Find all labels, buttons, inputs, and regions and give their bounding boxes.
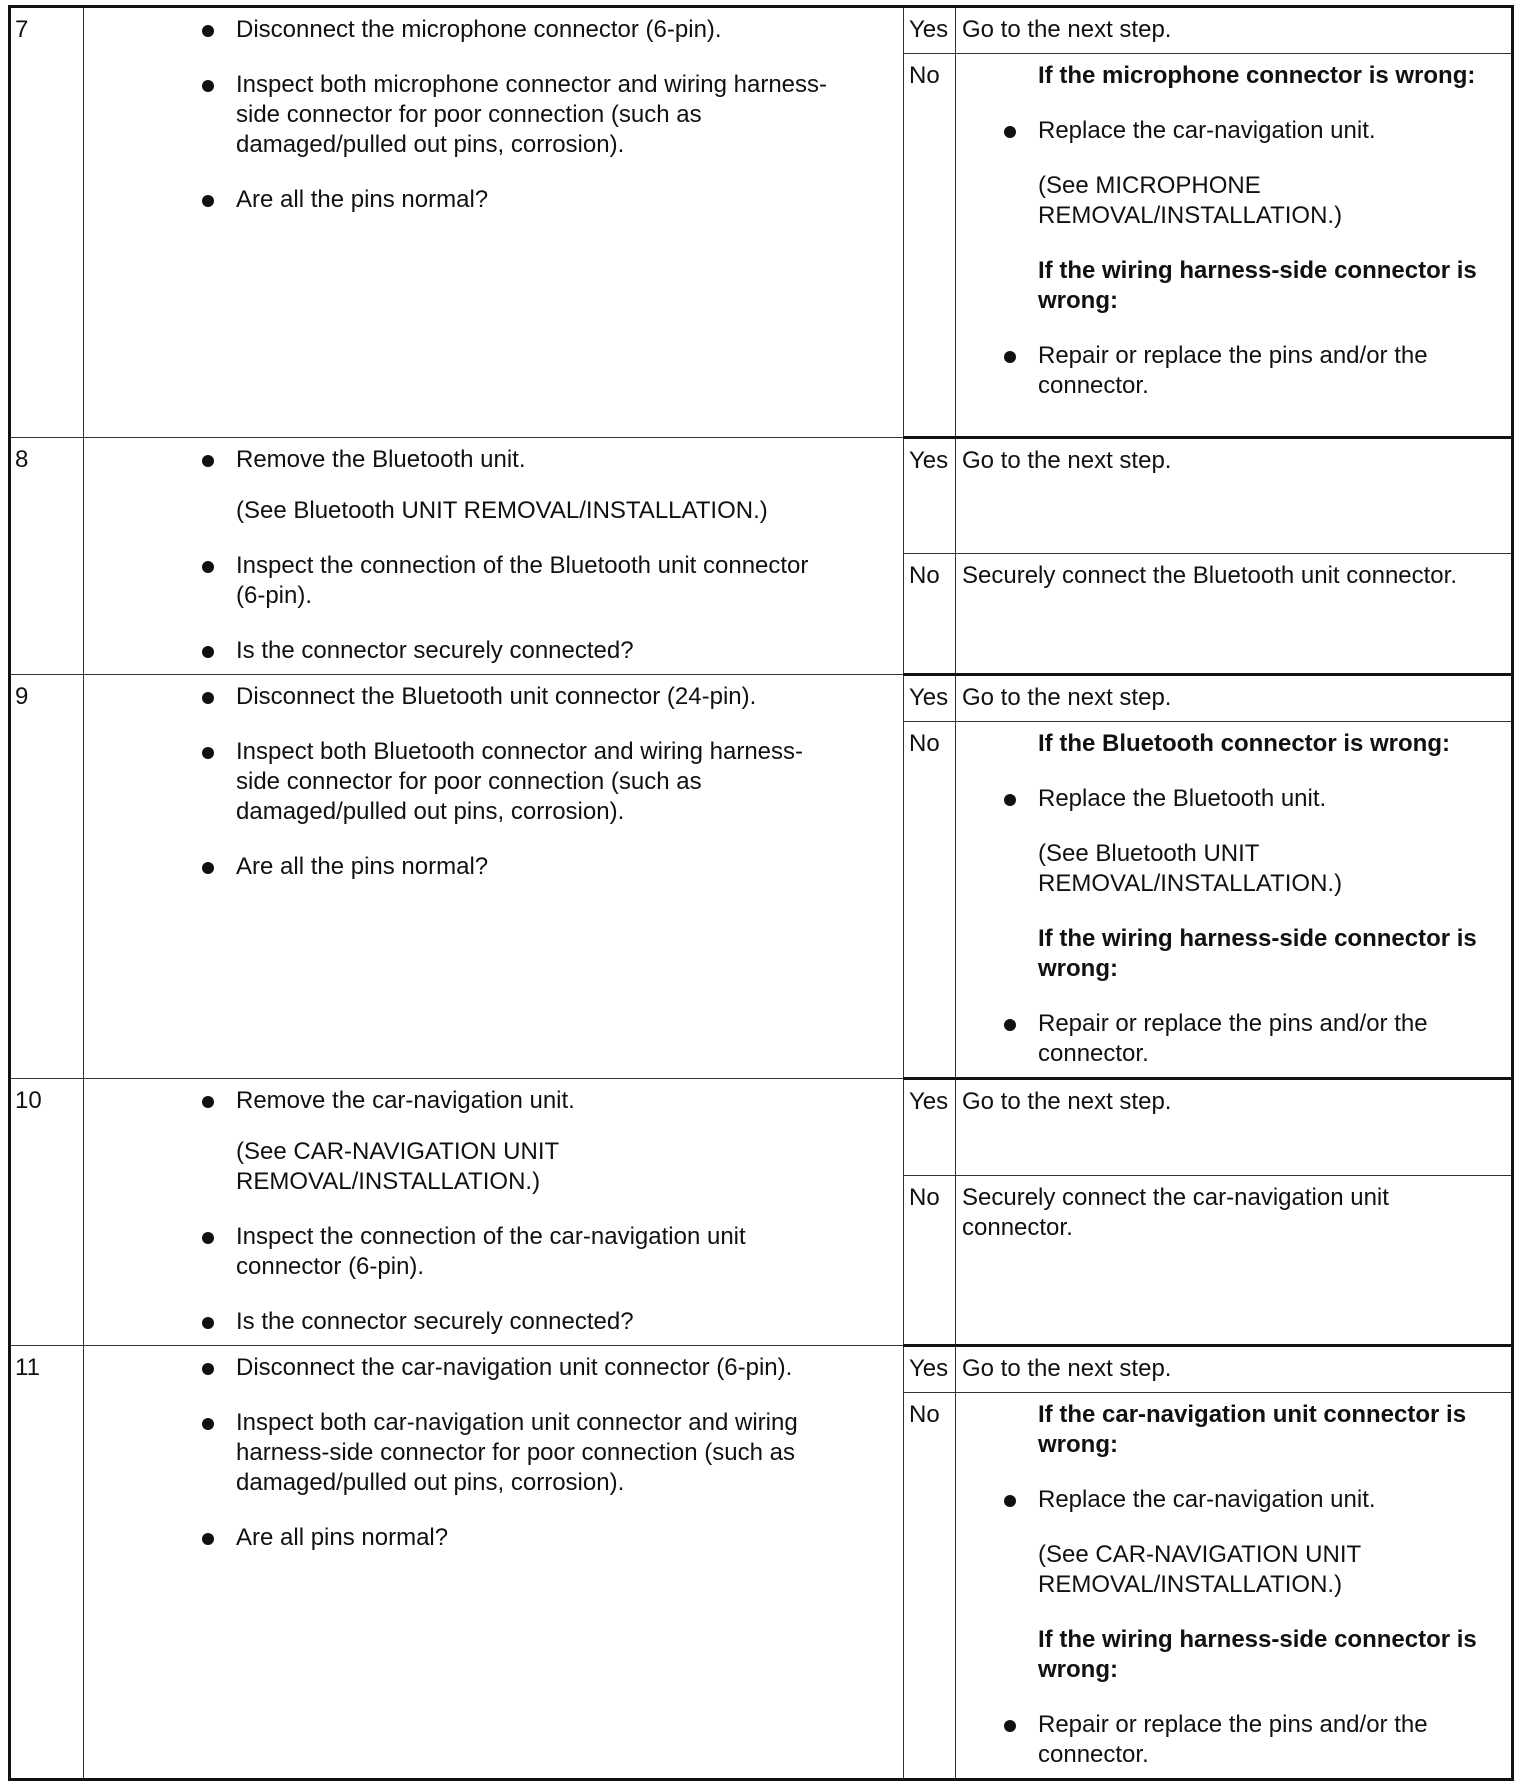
result-no-cell [904,1393,956,1780]
step-row-9-yes [10,675,1513,722]
action-item: Inspect both car-navigation unit connector and wiring harness-side connector for poor connection (such as damaged/pulled out pins, corrosion). [236,1408,843,1498]
outcome-no-block [956,54,1511,409]
action-item: Disconnect the car-navigation unit connector (6-pin). [236,1353,843,1383]
outcome-no-block [956,1393,1511,1778]
remedy-item: Replace the car-navigation unit. [1038,1485,1491,1515]
step-number: 10 [15,1087,42,1114]
result-yes-cell [904,438,956,554]
step-number: 11 [15,1354,40,1381]
action-item: Disconnect the microphone connector (6-pin). [236,15,843,45]
result-yes-cell [904,675,956,722]
outcome-yes-text: Go to the next step. [962,447,1172,474]
reference-note: (See MICROPHONE REMOVAL/INSTALLATION.) [1038,172,1343,229]
step-actions-cell [84,438,904,675]
result-no-cell [904,554,956,675]
outcome-no-cell [956,722,1513,1079]
result-no-label: No [909,1184,940,1212]
step-actions-cell [84,1346,904,1780]
reference-note: (See Bluetooth UNIT REMOVAL/INSTALLATION.) [236,497,768,524]
condition-heading: If the microphone connector is wrong: [1038,62,1476,89]
result-yes-cell [904,7,956,54]
condition-heading: If the Bluetooth connector is wrong: [1038,730,1450,757]
outcome-yes-cell [956,675,1513,722]
action-item: Are all the pins normal? [236,852,843,882]
result-yes-cell [904,1079,956,1176]
reference-note: (See CAR-NAVIGATION UNIT REMOVAL/INSTALLATION.) [236,1138,559,1195]
outcome-yes-text: Go to the next step. [962,1355,1172,1382]
outcome-yes-cell [956,7,1513,54]
action-item: Are all pins normal? [236,1523,843,1553]
action-item: Inspect the connection of the car-navigation unit connector (6-pin). [236,1222,843,1282]
action-item: Inspect the connection of the Bluetooth unit connector (6-pin). [236,551,843,611]
outcome-yes-cell [956,1079,1513,1176]
condition-heading: If the wiring harness-side connector is wrong: [1038,1626,1477,1683]
reference-note: (See Bluetooth UNIT REMOVAL/INSTALLATION.) [1038,840,1343,897]
outcome-no-cell [956,554,1513,675]
step-row-11-yes [10,1346,1513,1393]
outcome-no-text: Securely connect the car-navigation unit connector. [962,1184,1389,1242]
action-item: Remove the Bluetooth unit. [236,445,843,475]
action-list [84,675,903,890]
action-list [84,1346,903,1561]
step-number-cell [10,675,84,1079]
result-no-label: No [909,62,940,89]
step-number: 8 [15,446,29,473]
step-actions-cell [84,1079,904,1346]
step-number-cell [10,7,84,438]
outcome-no-text: Securely connect the Bluetooth unit connector. [962,562,1457,590]
outcome-yes-text: Go to the next step. [962,16,1172,43]
step-number: 7 [15,16,29,43]
result-no-label: No [909,1401,940,1428]
condition-heading: If the wiring harness-side connector is wrong: [1038,257,1477,314]
outcome-yes-text: Go to the next step. [962,684,1172,711]
action-item: Inspect both microphone connector and wiring harness-side connector for poor connection (such as damaged/pulled out pins, corrosion). [236,70,843,160]
action-item: Is the connector securely connected? [236,1307,843,1337]
step-number-cell [10,438,84,675]
result-yes-label: Yes [909,684,949,711]
action-item: Disconnect the Bluetooth unit connector (24-pin). [236,682,843,712]
action-list [84,438,903,674]
step-row-7-yes [10,7,1513,54]
step-row-10-yes [10,1079,1513,1176]
troubleshooting-table [8,5,1514,1781]
action-list [84,1079,903,1345]
outcome-yes-text: Go to the next step. [962,1088,1172,1115]
condition-heading: If the wiring harness-side connector is wrong: [1038,925,1477,982]
result-no-cell [904,54,956,438]
action-item: Remove the car-navigation unit. [236,1086,843,1116]
outcome-no-block [956,722,1511,1077]
result-yes-label: Yes [909,1355,949,1382]
step-row-8-yes [10,438,1513,554]
remedy-item: Repair or replace the pins and/or the connector. [1038,341,1491,401]
result-yes-label: Yes [909,447,949,474]
condition-heading: If the car-navigation unit connector is wrong: [1038,1401,1467,1458]
step-number-cell [10,1079,84,1346]
result-no-cell [904,722,956,1079]
action-item: Are all the pins normal? [236,185,843,215]
action-item: Inspect both Bluetooth connector and wiring harness-side connector for poor connection (such as damaged/pulled out pins, corrosion). [236,737,843,827]
outcome-yes-cell [956,438,1513,554]
action-item: Is the connector securely connected? [236,636,843,666]
result-yes-cell [904,1346,956,1393]
result-no-label: No [909,562,940,590]
action-list [84,8,903,223]
result-no-cell [904,1176,956,1346]
step-actions-cell [84,7,904,438]
remedy-item: Repair or replace the pins and/or the connector. [1038,1009,1491,1069]
remedy-item: Repair or replace the pins and/or the connector. [1038,1710,1491,1770]
remedy-item: Replace the Bluetooth unit. [1038,784,1491,814]
step-actions-cell [84,675,904,1079]
outcome-no-cell [956,1176,1513,1346]
step-number: 9 [15,683,29,710]
remedy-item: Replace the car-navigation unit. [1038,116,1491,146]
reference-note: (See CAR-NAVIGATION UNIT REMOVAL/INSTALLATION.) [1038,1541,1361,1598]
result-no-label: No [909,730,940,757]
result-yes-label: Yes [909,16,949,43]
outcome-yes-cell [956,1346,1513,1393]
outcome-no-cell [956,1393,1513,1780]
step-number-cell [10,1346,84,1780]
result-yes-label: Yes [909,1088,949,1115]
outcome-no-cell [956,54,1513,438]
